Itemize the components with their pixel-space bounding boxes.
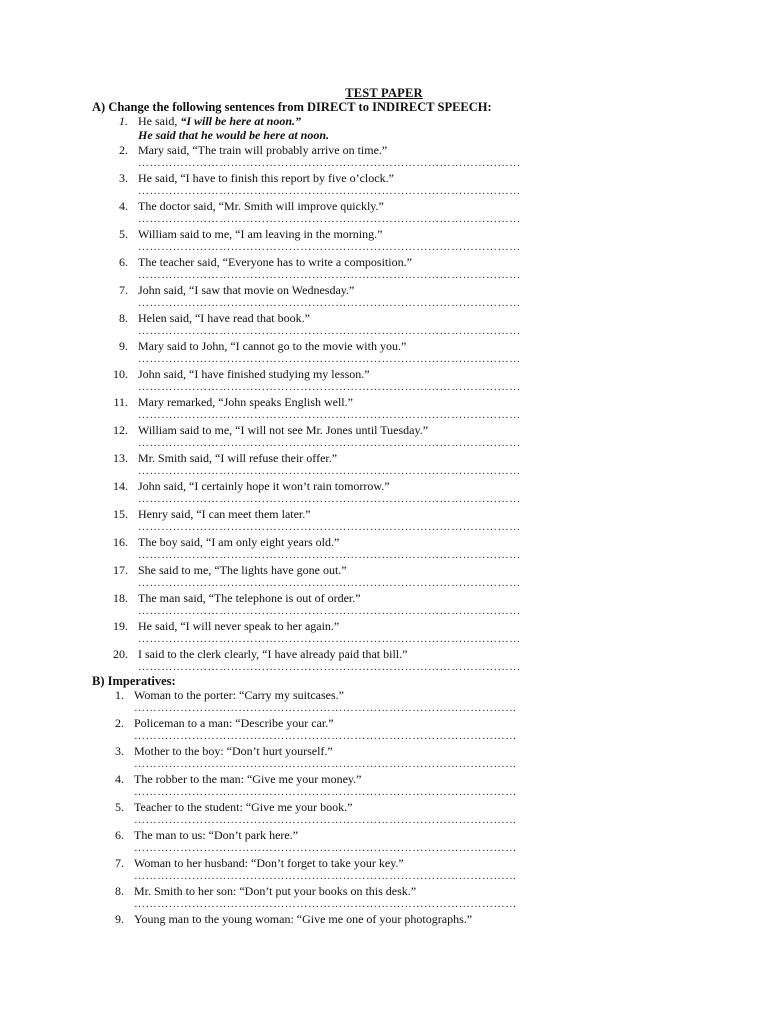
item-number: 12. [113, 423, 128, 437]
item-number: 1. [115, 688, 124, 702]
answer-blank[interactable]: ……………………………………………………………………………………… [134, 758, 517, 770]
item-sentence: Policeman to a man: “Describe your car.” [134, 716, 334, 730]
item-sentence: William said to me, “I am leaving in the morning.” [138, 227, 383, 241]
list-item [0, 255, 768, 283]
answer-blank[interactable]: ……………………………………………………………………………………… [138, 297, 521, 309]
answer-blank[interactable]: ……………………………………………………………………………………… [134, 814, 517, 826]
item-number: 9. [119, 339, 128, 353]
item-sentence: Mary said, “The train will probably arrive on time.” [138, 143, 388, 157]
example-item [0, 114, 768, 142]
answer-blank[interactable]: ……………………………………………………………………………………… [138, 661, 521, 673]
list-item [0, 591, 768, 619]
answer-blank[interactable]: ……………………………………………………………………………………… [138, 381, 521, 393]
item-sentence: John said, “I have finished studying my lesson.” [138, 367, 370, 381]
answer-blank[interactable]: ……………………………………………………………………………………… [138, 269, 521, 281]
item-number: 3. [115, 744, 124, 758]
list-item [0, 535, 768, 563]
item-number: 5. [119, 227, 128, 241]
item-sentence: John said, “I saw that movie on Wednesday.” [138, 283, 355, 297]
list-item [0, 171, 768, 199]
list-item [0, 199, 768, 227]
answer-blank[interactable]: ……………………………………………………………………………………… [138, 437, 521, 449]
list-item [0, 339, 768, 367]
section-a-heading: A) Change the following sentences from DIRECT to INDIRECT SPEECH: [92, 100, 492, 114]
item-number: 7. [115, 856, 124, 870]
list-item [0, 227, 768, 255]
item-number: 10. [113, 367, 128, 381]
list-item [0, 688, 768, 716]
item-number: 15. [113, 507, 128, 521]
item-number: 2. [115, 716, 124, 730]
item-sentence: The boy said, “I am only eight years old.” [138, 535, 340, 549]
list-item [0, 395, 768, 423]
list-item [0, 479, 768, 507]
answer-blank[interactable]: ……………………………………………………………………………………… [138, 577, 521, 589]
example-said: He said, [138, 114, 178, 128]
item-number: 11. [113, 395, 128, 409]
item-sentence: Henry said, “I can meet them later.” [138, 507, 311, 521]
item-sentence: Mary remarked, “John speaks English well.” [138, 395, 353, 409]
item-sentence: The teacher said, “Everyone has to write a composition.” [138, 255, 412, 269]
item-sentence: She said to me, “The lights have gone out.” [138, 563, 347, 577]
item-sentence: Woman to her husband: “Don’t forget to take your key.” [134, 856, 404, 870]
list-item [0, 856, 768, 884]
example-sentence [138, 114, 301, 128]
item-number: 14. [113, 479, 128, 493]
list-item [0, 772, 768, 800]
list-item [0, 716, 768, 744]
item-number: 8. [119, 311, 128, 325]
list-item [0, 647, 768, 675]
item-sentence: Mary said to John, “I cannot go to the movie with you.” [138, 339, 407, 353]
list-item [0, 451, 768, 479]
answer-blank[interactable]: ……………………………………………………………………………………… [134, 730, 517, 742]
page-title: TEST PAPER [345, 86, 423, 100]
item-number: 3. [119, 171, 128, 185]
answer-blank[interactable]: ……………………………………………………………………………………… [138, 185, 521, 197]
item-number: 19. [113, 619, 128, 633]
answer-blank[interactable]: ……………………………………………………………………………………… [134, 898, 517, 910]
answer-blank[interactable]: ……………………………………………………………………………………… [138, 493, 521, 505]
list-item [0, 619, 768, 647]
list-item [0, 367, 768, 395]
item-number: 17. [113, 563, 128, 577]
item-sentence: Mother to the boy: “Don’t hurt yourself.” [134, 744, 333, 758]
answer-blank[interactable]: ……………………………………………………………………………………… [138, 549, 521, 561]
item-sentence: I said to the clerk clearly, “I have already paid that bill.” [138, 647, 408, 661]
answer-blank[interactable]: ……………………………………………………………………………………… [134, 870, 517, 882]
item-sentence: Mr. Smith said, “I will refuse their offer.” [138, 451, 338, 465]
list-item [0, 423, 768, 451]
answer-blank[interactable]: ……………………………………………………………………………………… [134, 702, 517, 714]
example-quote: “I will be here at noon.” [180, 114, 302, 128]
list-item [0, 507, 768, 535]
item-sentence: Mr. Smith to her son: “Don’t put your books on this desk.” [134, 884, 417, 898]
item-sentence: Helen said, “I have read that book.” [138, 311, 310, 325]
answer-blank[interactable]: ……………………………………………………………………………………… [138, 213, 521, 225]
answer-blank[interactable]: ……………………………………………………………………………………… [138, 157, 521, 169]
item-number: 7. [119, 283, 128, 297]
list-item [0, 563, 768, 591]
item-number: 6. [115, 828, 124, 842]
section-b-heading: B) Imperatives: [92, 674, 176, 688]
answer-blank[interactable]: ……………………………………………………………………………………… [138, 605, 521, 617]
answer-blank[interactable]: ……………………………………………………………………………………… [138, 633, 521, 645]
answer-blank[interactable]: ……………………………………………………………………………………… [134, 842, 517, 854]
list-item [0, 884, 768, 912]
list-item [0, 311, 768, 339]
item-sentence: Young man to the young woman: “Give me one of your photographs.” [134, 912, 473, 926]
list-item [0, 744, 768, 772]
item-sentence: He said, “I have to finish this report by five o’clock.” [138, 171, 394, 185]
item-number: 16. [113, 535, 128, 549]
item-number: 9. [115, 912, 124, 926]
item-sentence: The man to us: “Don’t park here.” [134, 828, 299, 842]
answer-blank[interactable]: ……………………………………………………………………………………… [138, 465, 521, 477]
item-number: 1. [119, 114, 128, 128]
item-number: 4. [119, 199, 128, 213]
item-sentence: Woman to the porter: “Carry my suitcases.” [134, 688, 344, 702]
list-item [0, 800, 768, 828]
answer-blank[interactable]: ……………………………………………………………………………………… [138, 353, 521, 365]
item-sentence: The man said, “The telephone is out of order.” [138, 591, 361, 605]
answer-blank[interactable]: ……………………………………………………………………………………… [138, 521, 521, 533]
item-sentence: The robber to the man: “Give me your money.” [134, 772, 362, 786]
item-number: 20. [113, 647, 128, 661]
list-item [0, 828, 768, 856]
item-number: 18. [113, 591, 128, 605]
answer-blank[interactable]: ……………………………………………………………………………………… [138, 241, 521, 253]
list-item [0, 283, 768, 311]
item-number: 8. [115, 884, 124, 898]
item-number: 13. [113, 451, 128, 465]
item-sentence: John said, “I certainly hope it won’t rain tomorrow.” [138, 479, 390, 493]
answer-blank[interactable]: ……………………………………………………………………………………… [138, 325, 521, 337]
answer-blank[interactable]: ……………………………………………………………………………………… [138, 409, 521, 421]
example-answer: He said that he would be here at noon. [138, 128, 330, 142]
item-sentence: William said to me, “I will not see Mr. Jones until Tuesday.” [138, 423, 429, 437]
item-number: 4. [115, 772, 124, 786]
list-item [0, 143, 768, 171]
item-sentence: Teacher to the student: “Give me your book.” [134, 800, 353, 814]
list-item [0, 912, 768, 940]
item-sentence: The doctor said, “Mr. Smith will improve quickly.” [138, 199, 384, 213]
item-number: 5. [115, 800, 124, 814]
item-number: 2. [119, 143, 128, 157]
answer-blank[interactable]: ……………………………………………………………………………………… [134, 786, 517, 798]
item-number: 6. [119, 255, 128, 269]
item-sentence: He said, “I will never speak to her again.” [138, 619, 340, 633]
